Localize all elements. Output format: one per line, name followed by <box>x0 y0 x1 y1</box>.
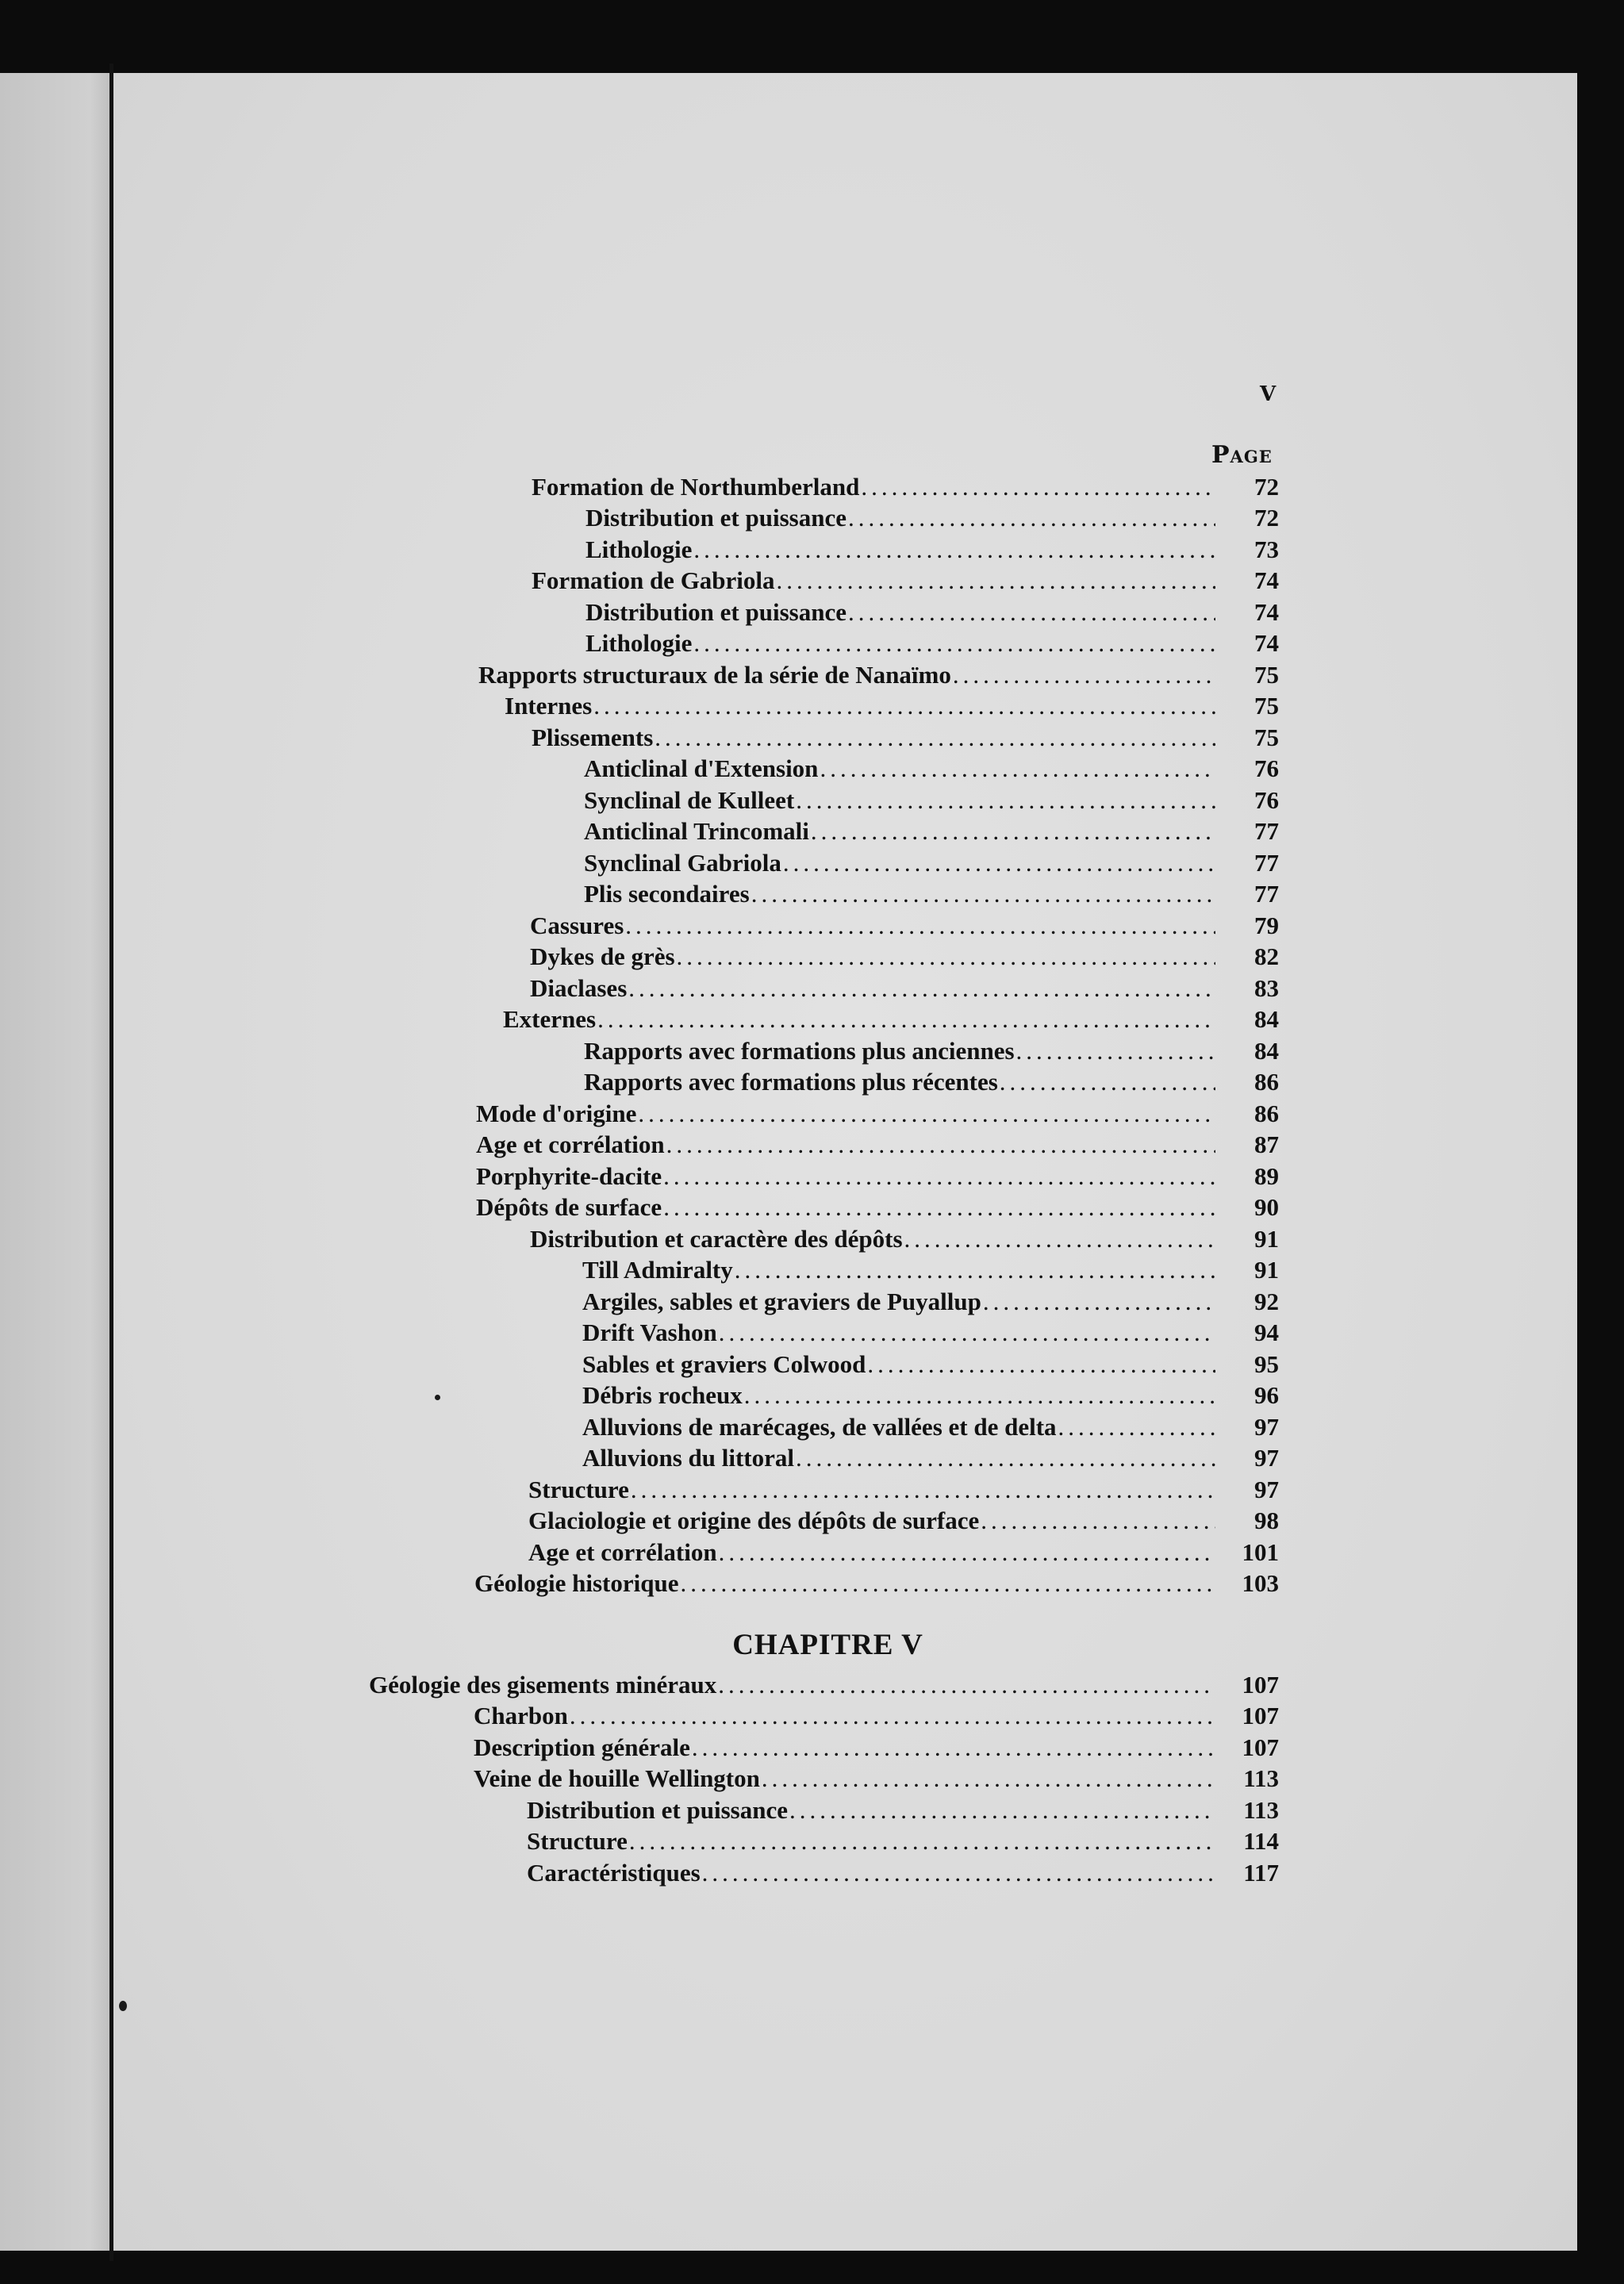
dot-leader <box>628 974 1215 1003</box>
toc-entry-label: Veine de houille Wellington <box>474 1764 760 1792</box>
toc-entry-page: 107 <box>1242 1671 1279 1699</box>
toc-entry <box>528 1507 1279 1538</box>
toc-entry <box>530 1225 1279 1257</box>
dot-leader <box>981 1507 1215 1535</box>
dot-leader <box>762 1764 1215 1793</box>
toc-entry-page: 101 <box>1242 1538 1279 1566</box>
toc-entry-label: Porphyrite-dacite <box>476 1162 662 1190</box>
dot-leader <box>789 1796 1215 1825</box>
toc-entry <box>528 1538 1279 1570</box>
toc-entry-page: 73 <box>1254 535 1279 563</box>
toc-entry-label: Sables et graviers Colwood <box>582 1350 866 1378</box>
dot-leader <box>655 724 1215 752</box>
toc-entry-page: 76 <box>1254 786 1279 814</box>
toc-entry <box>474 1764 1279 1796</box>
dot-leader <box>663 1162 1215 1191</box>
toc-entry-label: Description générale <box>474 1733 690 1761</box>
toc-entry-page: 74 <box>1254 598 1279 626</box>
toc-entry-label: Dykes de grès <box>530 942 675 970</box>
toc-entry-label: Mode d'origine <box>476 1100 637 1127</box>
dot-leader <box>796 1444 1215 1472</box>
toc-entry <box>528 1476 1279 1507</box>
toc-entry-page: 86 <box>1254 1100 1279 1127</box>
dot-leader <box>1016 1037 1215 1065</box>
toc-entry-label: Alluvions du littoral <box>582 1444 794 1472</box>
toc-entry-page: 75 <box>1254 661 1279 689</box>
toc-entry-label: Géologie des gisements minéraux <box>369 1671 717 1699</box>
toc-entry-label: Formation de Gabriola <box>532 566 775 594</box>
dot-leader <box>820 754 1215 783</box>
dot-leader <box>811 817 1215 846</box>
toc-entry-label: Distribution et puissance <box>585 504 847 532</box>
toc-entry-page: 79 <box>1254 912 1279 939</box>
toc-entry <box>582 1256 1279 1288</box>
toc-entry-page: 107 <box>1242 1702 1279 1729</box>
toc-entry-label: Distribution et caractère des dépôts <box>530 1225 903 1253</box>
dot-leader <box>680 1569 1215 1598</box>
toc-entry <box>582 1444 1279 1476</box>
toc-entry <box>527 1796 1279 1828</box>
toc-entry <box>532 566 1279 598</box>
toc-entry-label: Débris rocheux <box>582 1381 743 1409</box>
toc-entry <box>474 1702 1279 1733</box>
toc-entry-label: Formation de Northumberland <box>532 473 860 501</box>
toc-entry-label: Internes <box>505 692 593 720</box>
toc-entry <box>503 1005 1279 1037</box>
toc-entry-page: 84 <box>1254 1005 1279 1033</box>
dot-leader <box>718 1671 1215 1699</box>
toc-entry-page: 91 <box>1254 1225 1279 1253</box>
dot-leader <box>570 1702 1215 1730</box>
toc-entry-page: 92 <box>1254 1288 1279 1315</box>
toc-entry <box>585 504 1279 535</box>
dot-leader <box>904 1225 1215 1253</box>
toc-entry-page: 117 <box>1243 1859 1279 1887</box>
toc-entry-page: 77 <box>1254 880 1279 908</box>
toc-entry-page: 77 <box>1254 849 1279 877</box>
toc-entry <box>527 1859 1279 1891</box>
dot-leader <box>744 1381 1215 1410</box>
dot-leader <box>663 1193 1215 1222</box>
toc-entry-page: 76 <box>1254 754 1279 782</box>
toc-entry-label: Distribution et puissance <box>585 598 847 626</box>
toc-entry-page: 74 <box>1254 629 1279 657</box>
toc-entry-page: 113 <box>1243 1796 1279 1824</box>
dot-leader <box>693 629 1215 658</box>
dot-leader <box>677 942 1215 971</box>
toc-entry <box>476 1162 1279 1194</box>
toc-entry <box>582 1381 1279 1413</box>
dot-leader <box>861 473 1215 501</box>
toc-entry-label: Alluvions de marécages, de vallées et de delta <box>582 1413 1057 1441</box>
toc-entry-label: Géologie historique <box>474 1569 679 1597</box>
toc-entry <box>585 629 1279 661</box>
toc-entry-page: 97 <box>1254 1476 1279 1503</box>
dot-leader <box>719 1319 1215 1347</box>
toc-entry-page: 96 <box>1254 1381 1279 1409</box>
dot-leader <box>953 661 1215 689</box>
dot-leader <box>719 1538 1215 1567</box>
toc-entry-page: 87 <box>1254 1130 1279 1158</box>
toc-entry-label: Synclinal Gabriola <box>584 849 781 877</box>
toc-entry-page: 83 <box>1254 974 1279 1002</box>
dot-leader <box>593 692 1215 720</box>
toc-entry-page: 113 <box>1243 1764 1279 1792</box>
toc-entry <box>530 974 1279 1006</box>
toc-entry-label: Anticlinal d'Extension <box>584 754 819 782</box>
toc-entry-page: 114 <box>1243 1827 1279 1855</box>
toc-entry-label: Lithologie <box>585 629 693 657</box>
dot-leader <box>638 1100 1215 1128</box>
toc-entry-page: 97 <box>1254 1413 1279 1441</box>
dot-leader <box>666 1130 1215 1159</box>
toc-entry-label: Dépôts de surface <box>476 1193 662 1221</box>
toc-entry-label: Till Admiralty <box>582 1256 733 1284</box>
toc-entry-label: Plissements <box>532 724 654 751</box>
toc-entry <box>585 535 1279 567</box>
toc-entry <box>585 598 1279 630</box>
dot-leader <box>751 880 1215 908</box>
dot-leader <box>597 1005 1215 1034</box>
dot-leader <box>692 1733 1215 1762</box>
toc-entry-label: Age et corrélation <box>528 1538 717 1566</box>
toc-entry-label: Caractéristiques <box>527 1859 701 1887</box>
toc-entry <box>584 786 1279 818</box>
dot-leader <box>783 849 1215 877</box>
toc-entry-page: 74 <box>1254 566 1279 594</box>
toc-entry-label: Structure <box>528 1476 629 1503</box>
dot-leader <box>848 598 1215 627</box>
toc-entry <box>584 880 1279 912</box>
toc-entry <box>584 1037 1279 1069</box>
toc-entry-label: Structure <box>527 1827 628 1855</box>
dot-leader <box>1000 1068 1215 1096</box>
toc-entry-label: Distribution et puissance <box>527 1796 788 1824</box>
toc-entry <box>474 1569 1279 1601</box>
toc-entry-page: 97 <box>1254 1444 1279 1472</box>
toc-entry <box>582 1350 1279 1382</box>
dot-leader <box>693 535 1215 564</box>
toc-entry-label: Argiles, sables et graviers de Puyallup <box>582 1288 981 1315</box>
toc-entry-label: Age et corrélation <box>476 1130 665 1158</box>
toc-entry <box>584 754 1279 786</box>
toc-entry <box>584 817 1279 849</box>
toc-entry-label: Synclinal de Kulleet <box>584 786 795 814</box>
toc-entry <box>582 1413 1279 1445</box>
dot-leader <box>629 1827 1215 1856</box>
dot-leader <box>796 786 1215 815</box>
toc-entry-label: Diaclases <box>530 974 628 1002</box>
toc-entry-page: 84 <box>1254 1037 1279 1065</box>
toc-entry-page: 82 <box>1254 942 1279 970</box>
toc-entry-page: 95 <box>1254 1350 1279 1378</box>
toc-entry <box>478 661 1279 693</box>
toc-entry <box>476 1100 1279 1131</box>
toc-entry <box>582 1288 1279 1319</box>
toc-entry-page: 103 <box>1242 1569 1279 1597</box>
toc-entry-page: 107 <box>1242 1733 1279 1761</box>
toc-entry <box>505 692 1279 724</box>
dot-leader <box>735 1256 1215 1284</box>
toc-entry-page: 77 <box>1254 817 1279 845</box>
toc-entry <box>527 1827 1279 1859</box>
toc-entry <box>532 724 1279 755</box>
toc-entry <box>584 1068 1279 1100</box>
dot-leader <box>848 504 1215 532</box>
toc-entry-label: Lithologie <box>585 535 693 563</box>
toc-entry-page: 98 <box>1254 1507 1279 1534</box>
toc-entry <box>369 1671 1279 1702</box>
toc-entry <box>476 1193 1279 1225</box>
toc-entry <box>530 912 1279 943</box>
dot-leader <box>631 1476 1215 1504</box>
toc-entry-label: Rapports avec formations plus récentes <box>584 1068 998 1096</box>
toc-entry <box>584 849 1279 881</box>
toc-entry-page: 86 <box>1254 1068 1279 1096</box>
toc-entry-label: Rapports structuraux de la série de Nanaïmo <box>478 661 951 689</box>
toc-entry <box>476 1130 1279 1162</box>
dot-leader <box>1058 1413 1215 1441</box>
toc-entry-page: 94 <box>1254 1319 1279 1346</box>
page-column-header: Page <box>1211 441 1273 469</box>
toc-entry <box>532 473 1279 505</box>
toc-entry-label: Glaciologie et origine des dépôts de surface <box>528 1507 980 1534</box>
toc-entry <box>474 1733 1279 1765</box>
dot-leader <box>777 566 1215 595</box>
toc-entry-label: Drift Vashon <box>582 1319 717 1346</box>
toc-entry-page: 91 <box>1254 1256 1279 1284</box>
toc-entry-label: Charbon <box>474 1702 568 1729</box>
toc-entry-label: Cassures <box>530 912 624 939</box>
toc-entry <box>582 1319 1279 1350</box>
toc-entry-page: 75 <box>1254 724 1279 751</box>
toc-entry-page: 72 <box>1254 473 1279 501</box>
toc-entry-label: Rapports avec formations plus anciennes <box>584 1037 1015 1065</box>
toc-entry-page: 72 <box>1254 504 1279 532</box>
toc-entry-page: 75 <box>1254 692 1279 720</box>
toc-entry-label: Externes <box>503 1005 597 1033</box>
page-number: V <box>1260 382 1277 406</box>
toc-entry-label: Anticlinal Trincomali <box>584 817 809 845</box>
dot-leader <box>702 1859 1215 1887</box>
toc-entry-label: Plis secondaires <box>584 880 750 908</box>
dot-leader <box>867 1350 1215 1379</box>
toc-entry <box>530 942 1279 974</box>
toc-entry-page: 90 <box>1254 1193 1279 1221</box>
chapter-heading: CHAPITRE V <box>732 1629 923 1661</box>
dot-leader <box>625 912 1215 940</box>
dot-leader <box>983 1288 1215 1316</box>
toc-entry-page: 89 <box>1254 1162 1279 1190</box>
